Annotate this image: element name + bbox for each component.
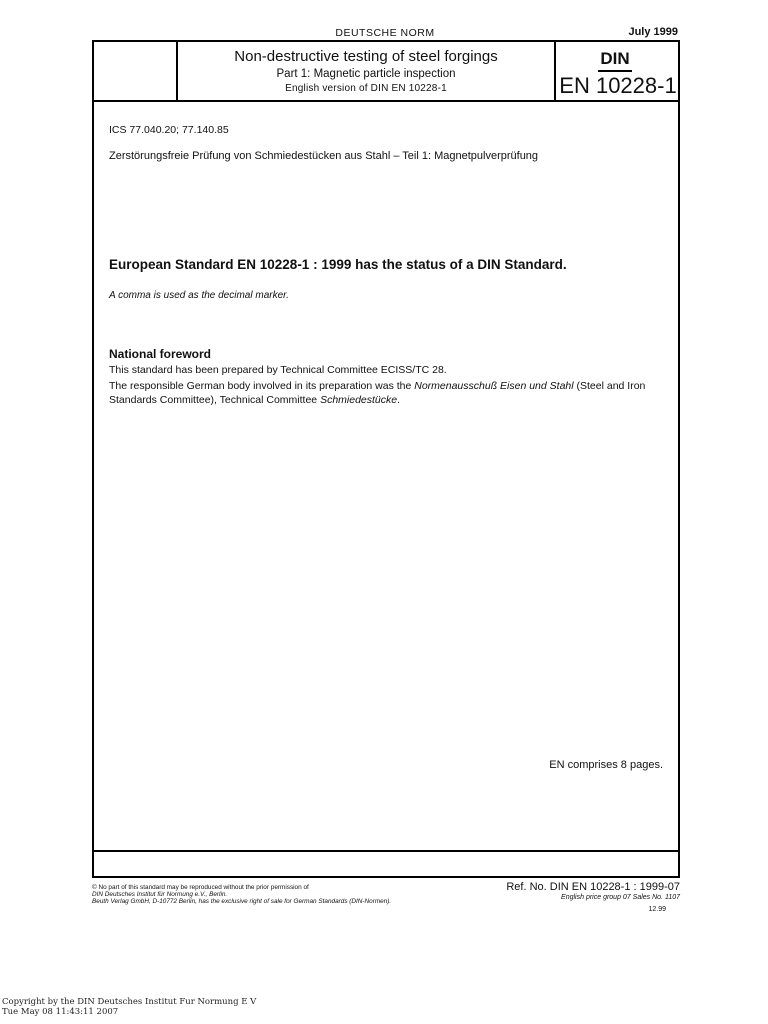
deutsche-norm-label: DEUTSCHE NORM [335,27,435,39]
din-number: EN 10228-1 [559,73,677,98]
publication-date: July 1999 [628,26,678,38]
din-logo: DIN [598,50,632,72]
header-left-divider [176,40,178,101]
foreword-p2-mid: (Steel and Iron Standards Committee), Technical Committee [109,380,646,406]
copyright-watermark [2,997,256,1017]
foreword-heading: National foreword [109,347,212,361]
foreword-p2-end: . [397,394,401,406]
copyright-notice: © No part of this standard may be reproduced without the prior permission of [92,884,309,891]
watermark-line-1: Copyright by the DIN Deutsches Institut Fur Normung E V [2,997,257,1007]
copyright-holder: DIN Deutsches Institut für Normung e.V., Berlin. [92,891,228,898]
price-group: English price group 07 Sales No. 1107 [561,894,680,901]
english-version-note: English version of DIN EN 10228-1 [285,83,447,94]
sales-rights-note: Beuth Verlag GmbH, D-10772 Berlin, has the exclusive right of sale for German Standards (DIN-Normen). [92,898,392,905]
header-divider [92,100,680,102]
document-title: Non-destructive testing of steel forgings [234,48,498,65]
page-count-note: EN comprises 8 pages. [549,759,663,771]
foreword-paragraph-1: This standard has been prepared by Technical Committee ECISS/TC 28. [109,364,447,376]
foreword-p2-start: The responsible German body involved in its preparation was the [109,380,415,392]
edition-code: 12.99 [648,906,666,913]
decimal-marker-note: A comma is used as the decimal marker. [109,290,289,301]
header-right-divider [554,40,556,101]
foreword-paragraph-2 [109,379,669,407]
body-name: Normenausschuß Eisen und Stahl [414,380,574,392]
watermark-line-2: Tue May 08 11:43:11 2007 [2,1007,119,1017]
document-frame [92,40,680,878]
footer-divider [92,850,680,852]
german-title: Zerstörungsfreie Prüfung von Schmiedestücken aus Stahl – Teil 1: Magnetpulverprüfung [109,150,539,162]
committee-name: Schmiedestücke [320,394,398,406]
document-part: Part 1: Magnetic particle inspection [276,68,456,80]
ics-code: ICS 77.040.20; 77.140.85 [109,124,229,136]
reference-number: Ref. No. DIN EN 10228-1 : 1999-07 [506,881,680,893]
status-statement: European Standard EN 10228-1 : 1999 has the status of a DIN Standard. [109,257,567,272]
